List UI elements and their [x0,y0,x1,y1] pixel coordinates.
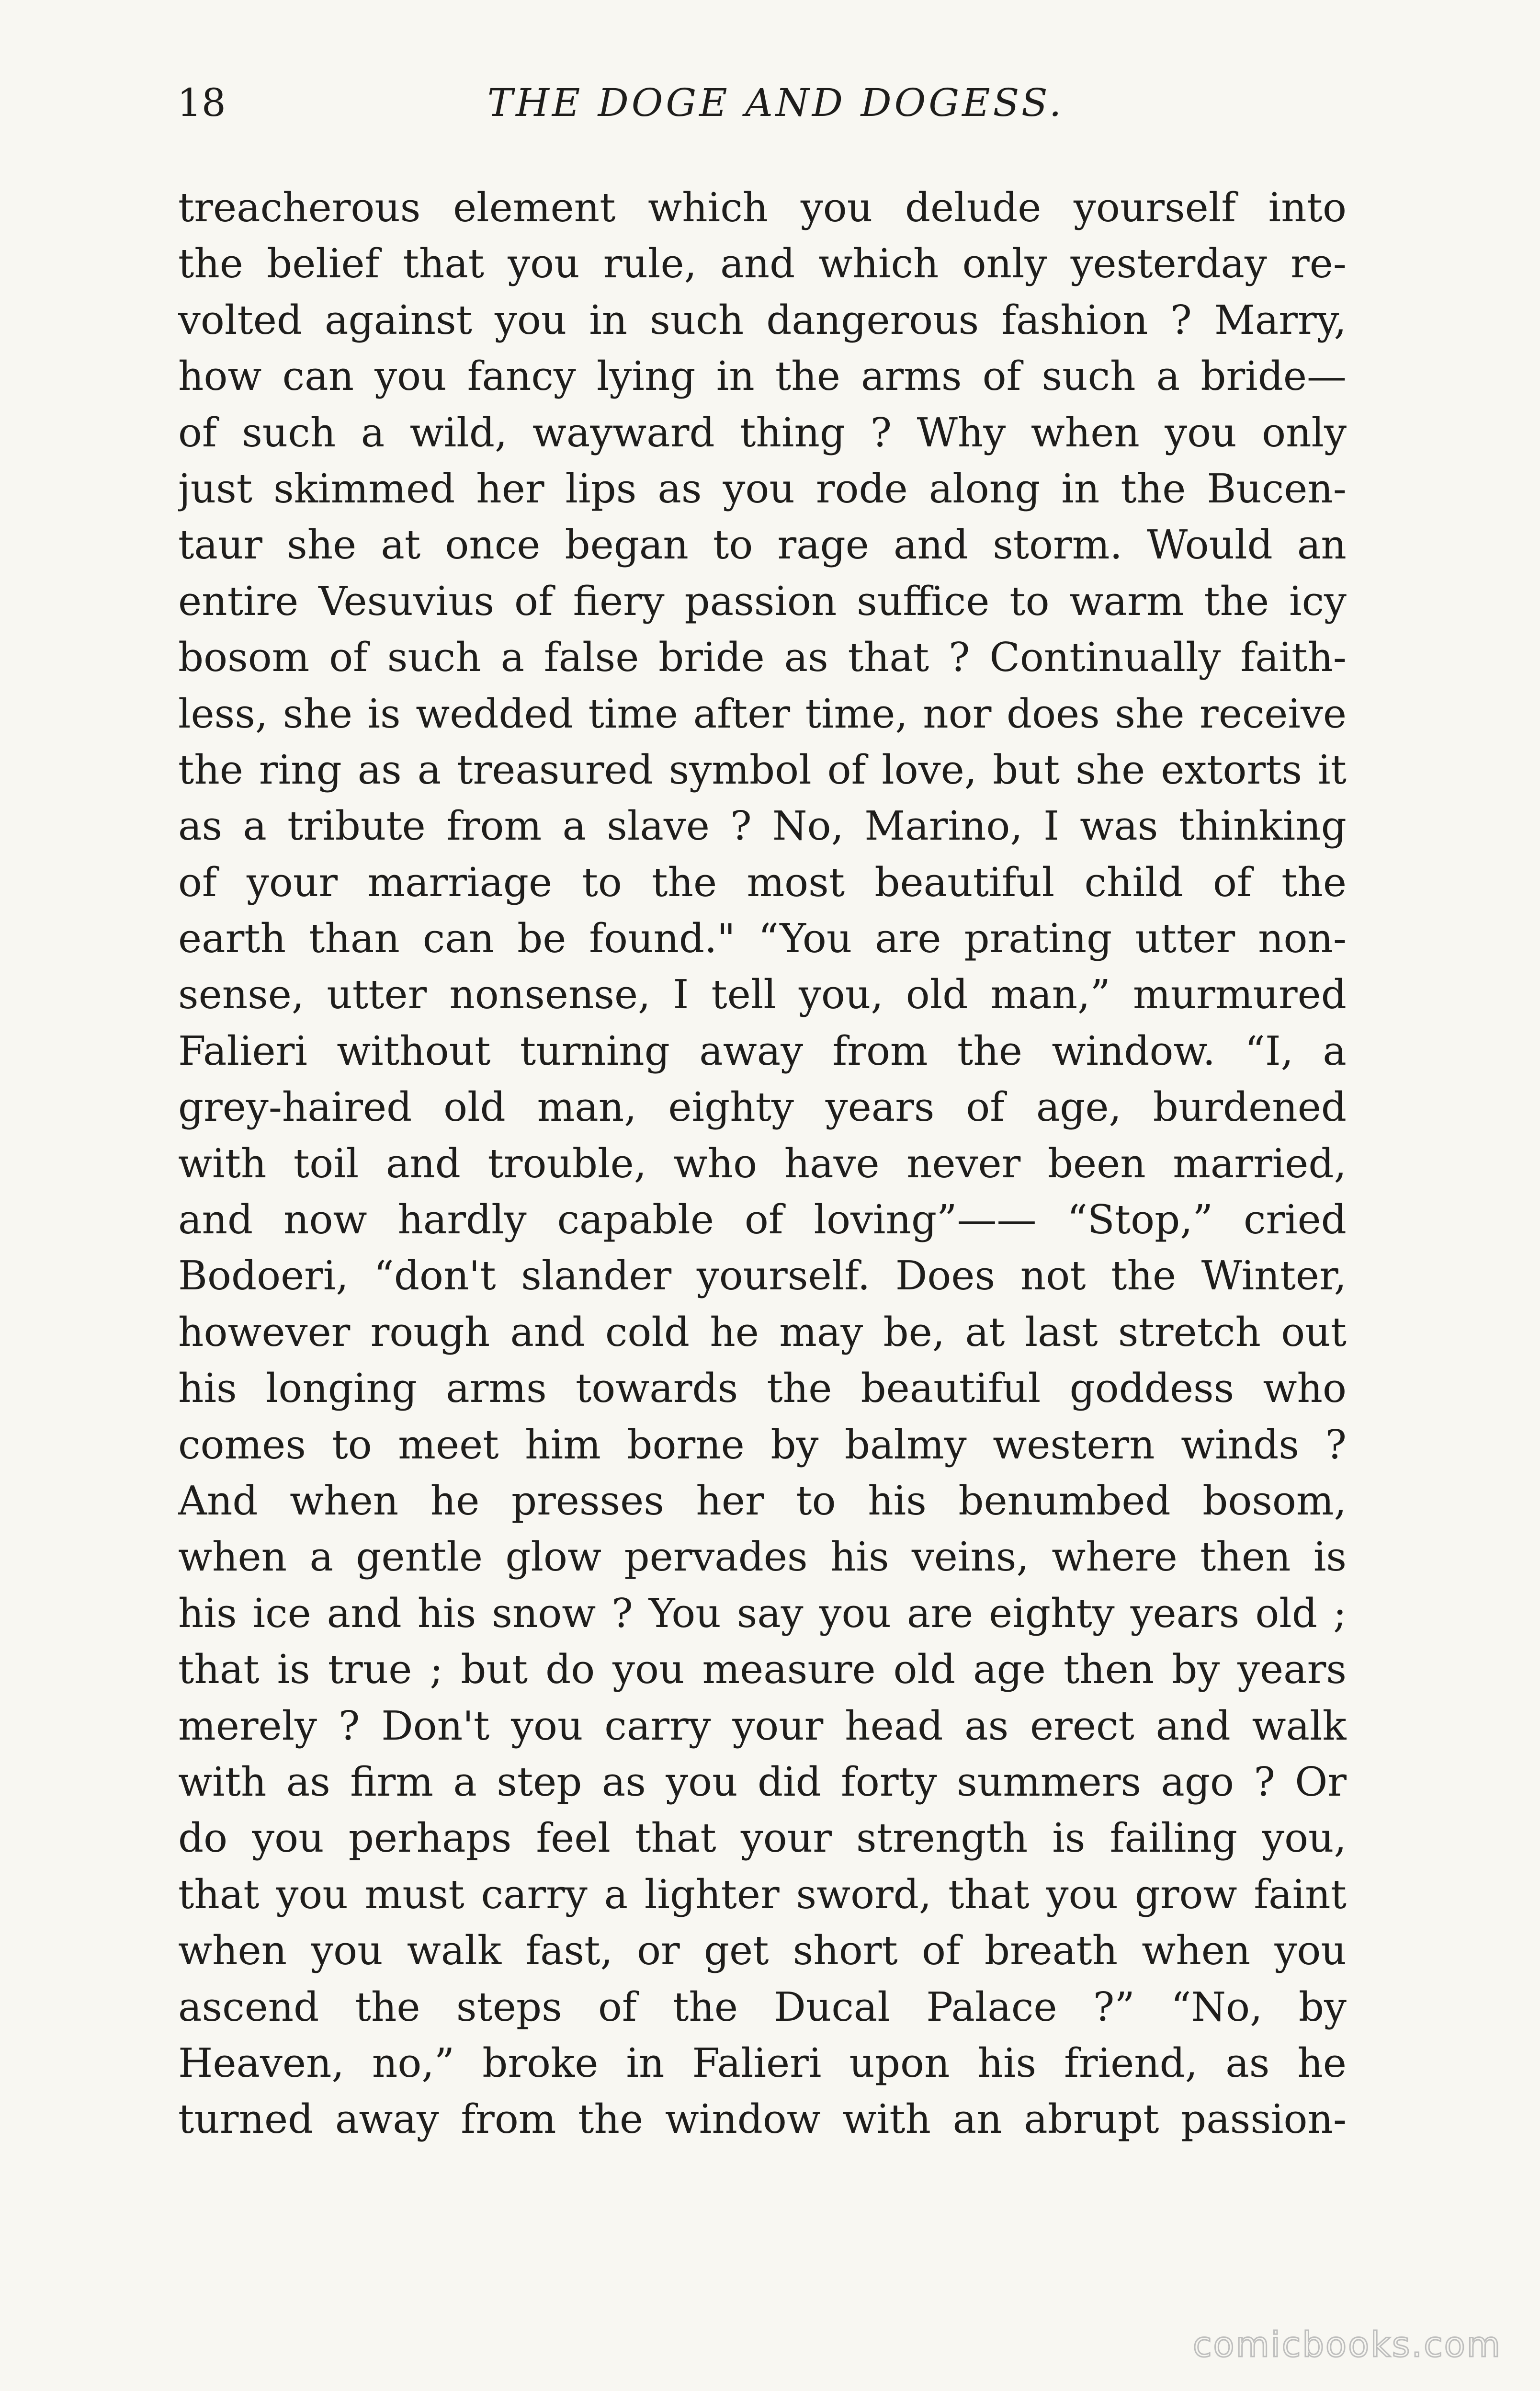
text-line: the ring as a treasured symbol of love, but she extorts it [178,746,1347,793]
text-line: how can you fancy lying in the arms of such a bride— [178,353,1347,400]
body-text [178,180,1347,2148]
text-line: Heaven, no,” broke in Falieri upon his friend, as he [178,2039,1347,2086]
text-line: ascend the steps of the Ducal Palace ?” “No, by [178,1983,1347,2030]
text-line: treacherous element which you delude yourself into [178,184,1347,231]
page-number: 18 [177,80,226,125]
text-line: And when he presses her to his benumbed bosom, [178,1477,1347,1524]
text-line: grey-haired old man, eighty years of age, burdened [178,1084,1347,1131]
text-line: bosom of such a false bride as that ? Continually faith- [178,634,1347,681]
text-line: taur she at once began to rage and storm. Would an [178,522,1347,569]
text-line: less, she is wedded time after time, nor does she receive [178,690,1347,737]
text-line: that is true ; but do you measure old age then by years [178,1646,1347,1693]
text-line: when you walk fast, or get short of breath when you [178,1927,1347,1974]
text-line: with as firm a step as you did forty summers ago ? Or [178,1758,1347,1805]
text-line: the belief that you rule, and which only yesterday re- [178,240,1347,287]
text-line: that you must carry a lighter sword, that you grow faint [178,1871,1347,1918]
text-line: of your marriage to the most beautiful child of the [178,859,1347,906]
text-line: comes to meet him borne by balmy western winds ? [178,1421,1347,1468]
text-line: when a gentle glow pervades his veins, where then is [178,1534,1347,1581]
text-line: with toil and trouble, who have never been married, [178,1140,1347,1187]
text-line: his longing arms towards the beautiful goddess who [178,1365,1347,1412]
text-line: just skimmed her lips as you rode along in the Bucen- [178,465,1347,512]
text-line: however rough and cold he may be, at last stretch out [178,1309,1347,1355]
text-line: as a tribute from a slave ? No, Marino, I was thinking [178,803,1347,850]
text-line: of such a wild, wayward thing ? Why when you only [178,409,1347,456]
text-line: merely ? Don't you carry your head as erect and walk [178,1702,1347,1749]
text-line: turned away from the window with an abrupt passion- [178,2096,1347,2143]
running-title: THE DOGE AND DOGESS. [487,80,1064,125]
text-line: his ice and his snow ? You say you are eighty years old ; [178,1590,1347,1637]
text-line: volted against you in such dangerous fashion ? Marry, [178,296,1347,343]
text-line: Falieri without turning away from the window. “I, a [178,1027,1347,1074]
text-line: earth than can be found." “You are prating utter non- [178,915,1347,962]
text-line: and now hardly capable of loving”—— “Stop,” cried [178,1196,1347,1243]
watermark: comicbooks.com [1192,2324,1502,2365]
text-line: entire Vesuvius of fiery passion suffice to warm the icy [178,578,1347,625]
text-line: do you perhaps feel that your strength is failing you, [178,1815,1347,1862]
text-line: Bodoeri, “don't slander yourself. Does not the Winter, [178,1252,1347,1299]
text-line: sense, utter nonsense, I tell you, old man,” murmured [178,971,1347,1018]
